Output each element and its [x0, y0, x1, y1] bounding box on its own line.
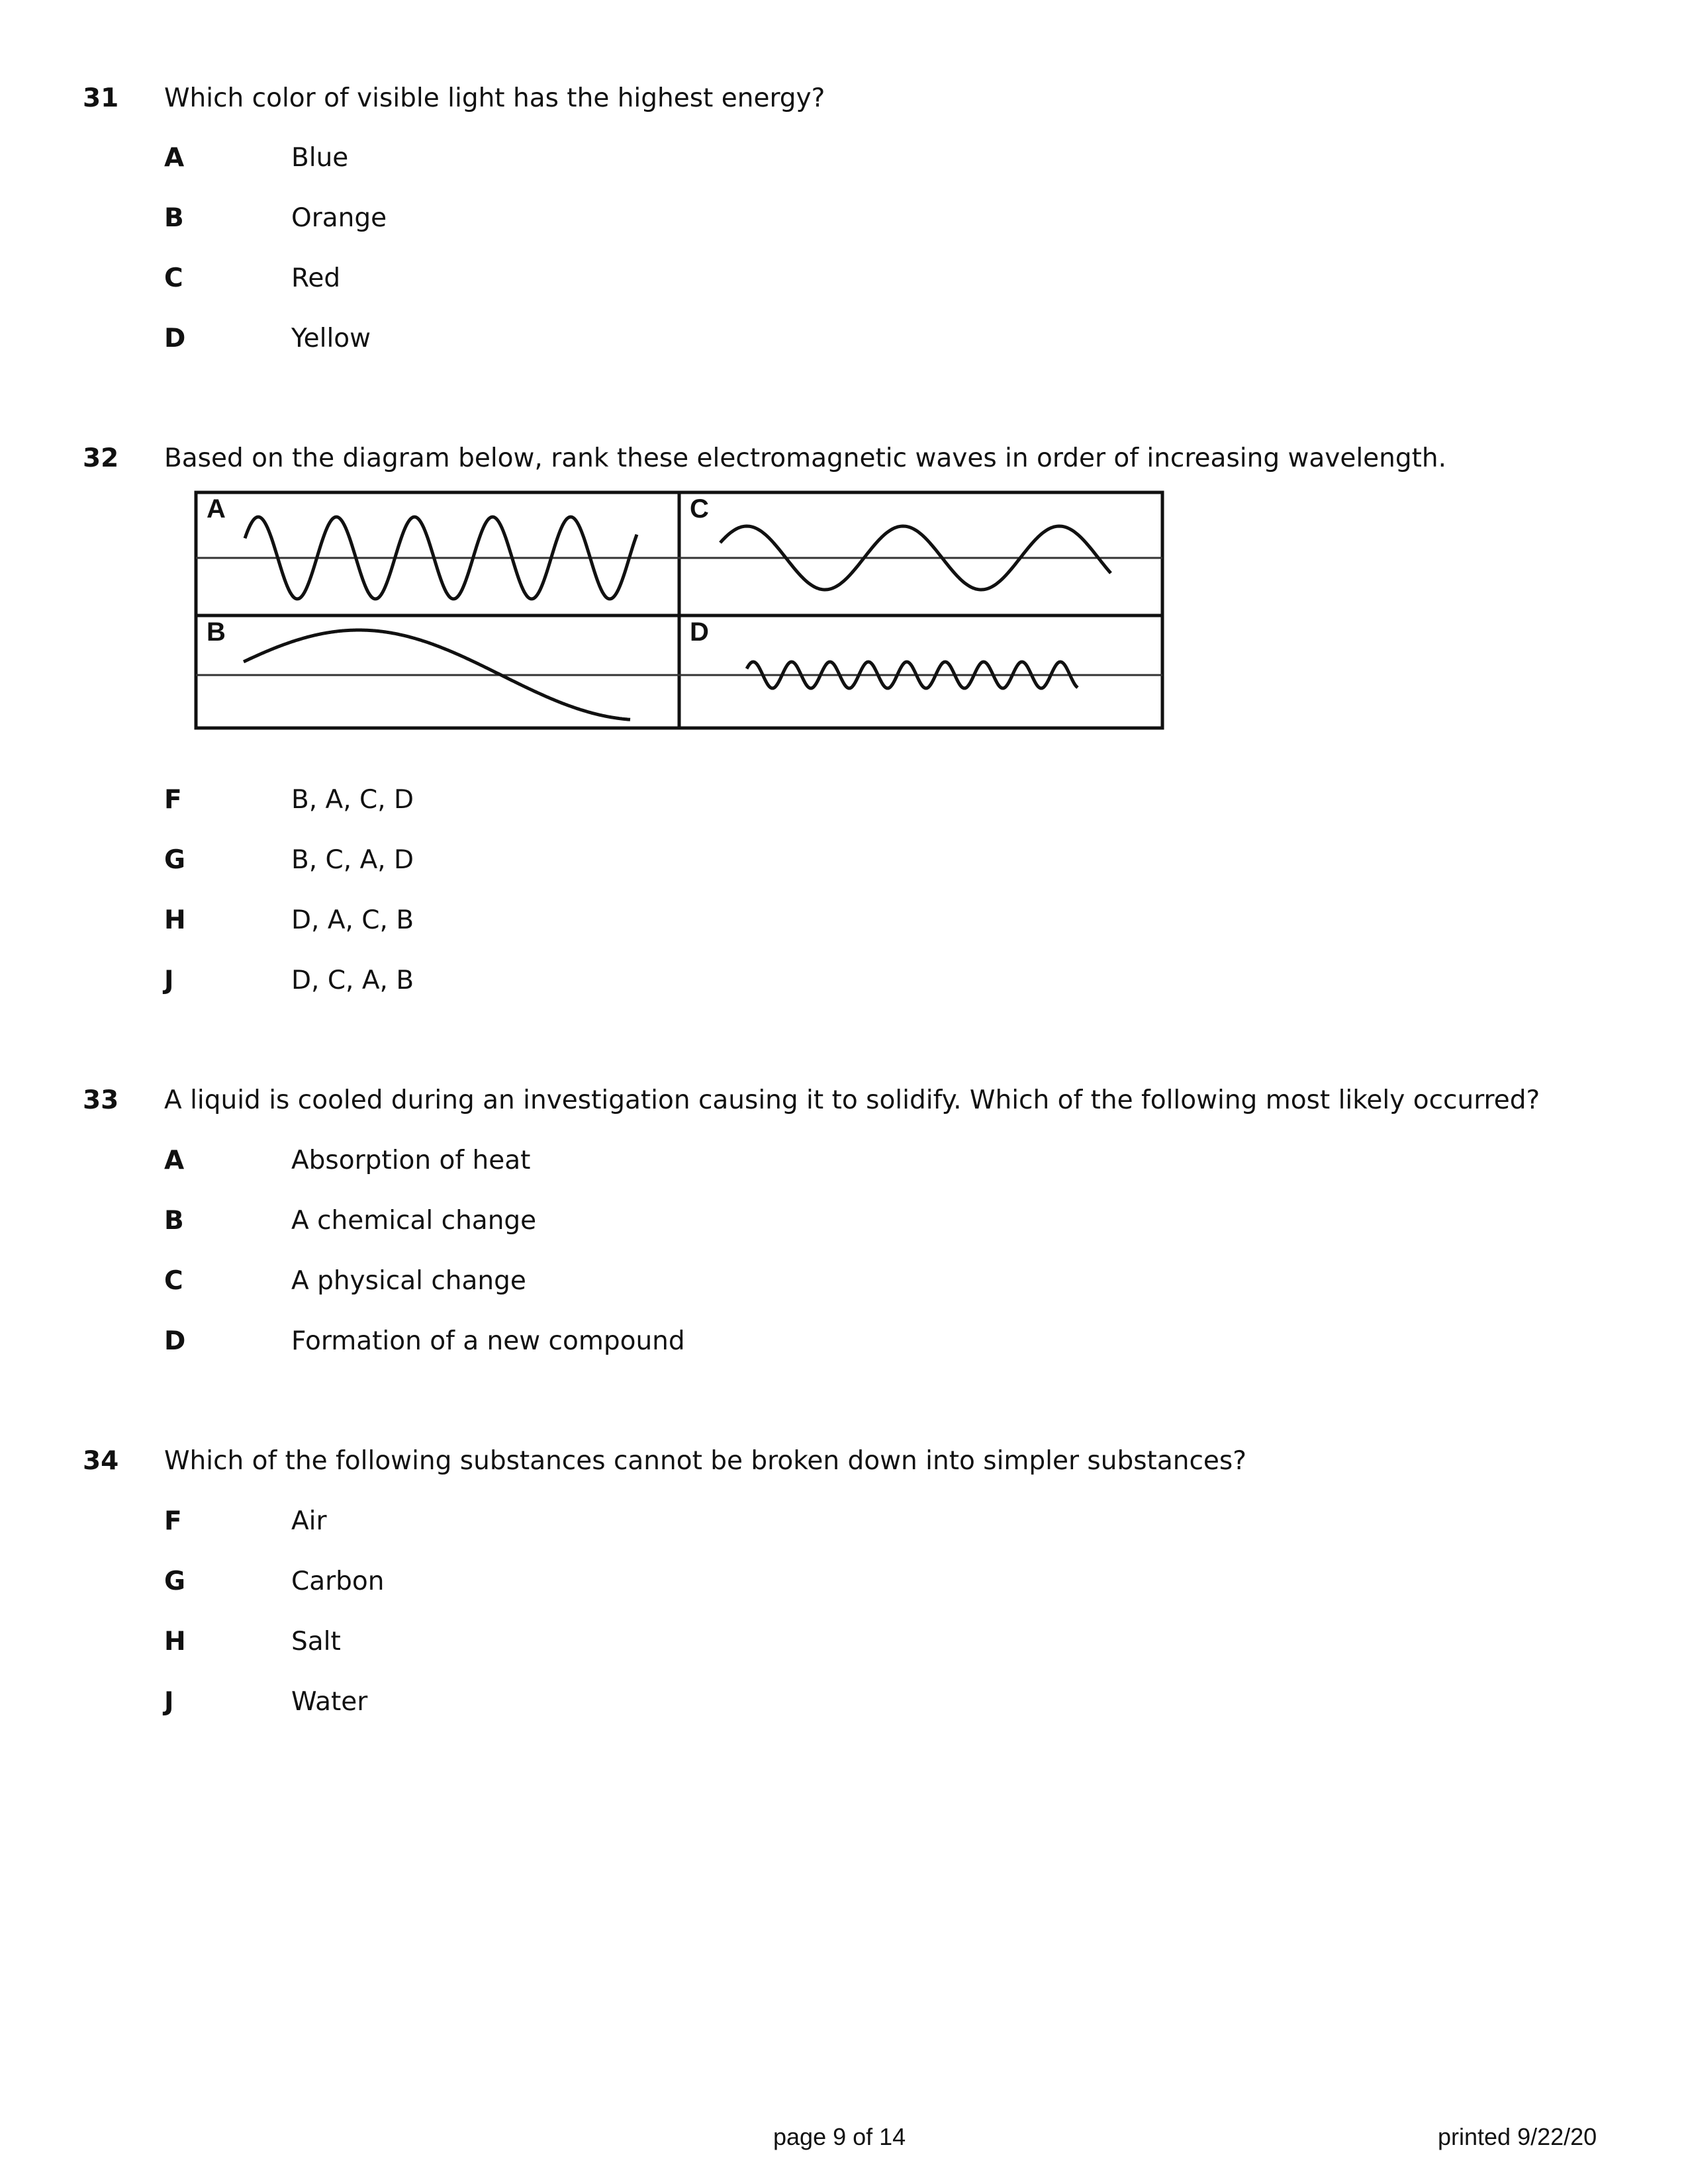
answer-option[interactable] [0, 1567, 927, 1606]
answer-option[interactable] [0, 324, 927, 363]
option-letter: H [164, 905, 186, 935]
printed-date: printed 9/22/20 [1438, 2123, 1597, 2150]
question-number: 32 [83, 443, 119, 473]
answer-option[interactable] [0, 845, 927, 885]
question-number: 33 [83, 1085, 119, 1115]
option-letter: C [164, 1266, 183, 1296]
answer-option[interactable] [0, 1266, 927, 1306]
option-text: B, C, A, D [291, 845, 414, 875]
answer-option[interactable] [0, 1687, 927, 1727]
option-text: Yellow [291, 324, 371, 353]
option-letter: B [164, 203, 184, 233]
option-text: Orange [291, 203, 387, 233]
panel-label-a: A [207, 494, 226, 523]
option-text: Salt [291, 1627, 341, 1657]
option-text: D, C, A, B [291, 966, 414, 995]
question-text: A liquid is cooled during an investigation causing it to solidify. Which of the following most likely occurred? [164, 1085, 1540, 1115]
option-text: D, A, C, B [291, 905, 414, 935]
question-text: Based on the diagram below, rank these electromagnetic waves in order of increasing wavelength. [164, 443, 1447, 473]
option-text: A chemical change [291, 1206, 537, 1236]
option-text: Air [291, 1506, 327, 1536]
wave-diagram [191, 490, 1170, 735]
panel-label-c: C [690, 494, 709, 523]
question-number: 34 [83, 1446, 119, 1476]
option-text: Red [291, 263, 341, 293]
answer-option[interactable] [0, 1146, 927, 1185]
option-text: A physical change [291, 1266, 526, 1296]
option-letter: H [164, 1627, 186, 1657]
option-text: Blue [291, 143, 349, 173]
option-letter: G [164, 1567, 186, 1596]
option-letter: J [164, 966, 174, 995]
option-text: Carbon [291, 1567, 385, 1596]
option-letter: D [164, 324, 186, 353]
answer-option[interactable] [0, 143, 927, 183]
panel-label-d: D [690, 617, 709, 647]
answer-option[interactable] [0, 966, 927, 1005]
answer-option[interactable] [0, 1206, 927, 1246]
option-letter: G [164, 845, 186, 875]
answer-option[interactable] [0, 785, 927, 825]
option-text: Water [291, 1687, 368, 1717]
answer-option[interactable] [0, 1326, 927, 1366]
option-letter: C [164, 263, 183, 293]
question-text: Which color of visible light has the highest energy? [164, 83, 825, 113]
answer-option[interactable] [0, 1506, 927, 1546]
answer-option[interactable] [0, 263, 927, 303]
option-text: B, A, C, D [291, 785, 414, 815]
question-number: 31 [83, 83, 119, 113]
option-letter: A [164, 143, 185, 173]
question-text: Which of the following substances cannot be broken down into simpler substances? [164, 1446, 1246, 1476]
option-letter: A [164, 1146, 185, 1175]
answer-option[interactable] [0, 203, 927, 243]
option-letter: J [164, 1687, 174, 1717]
option-letter: F [164, 785, 182, 815]
answer-option[interactable] [0, 1627, 927, 1666]
option-letter: F [164, 1506, 182, 1536]
option-letter: D [164, 1326, 186, 1356]
answer-option[interactable] [0, 905, 927, 945]
option-text: Absorption of heat [291, 1146, 531, 1175]
page-number: page 9 of 14 [773, 2123, 906, 2150]
panel-label-b: B [207, 617, 226, 647]
option-letter: B [164, 1206, 184, 1236]
option-text: Formation of a new compound [291, 1326, 685, 1356]
